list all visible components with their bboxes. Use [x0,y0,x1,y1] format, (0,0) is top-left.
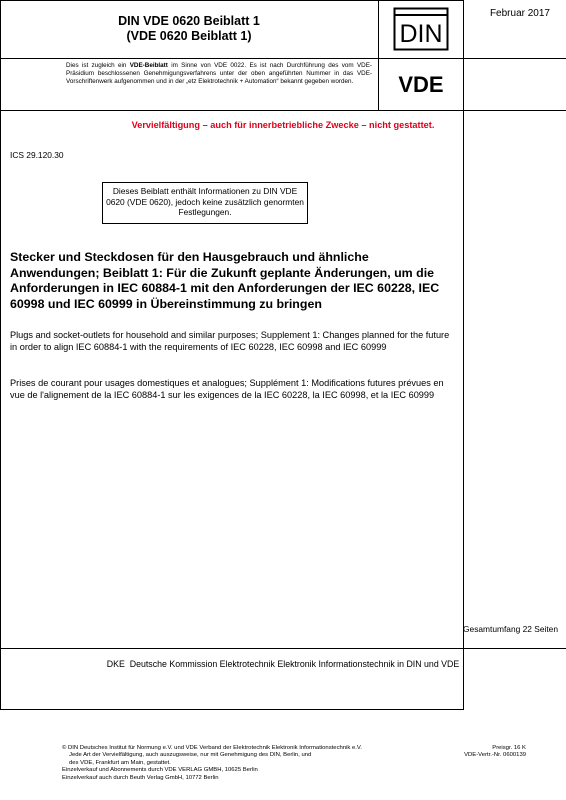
copy-warning: Vervielfältigung – auch für innerbetriebliche Zwecke – nicht gestattet. [131,120,435,130]
footer-price [464,745,526,760]
din-logo-icon [393,7,449,51]
vde-note-bold: VDE-Beiblatt [129,62,168,69]
info-box: Dieses Beiblatt enthält Informationen zu DIN VDE 0620 (VDE 0620), jedoch keine zusätzlich genormten Festlegungen. [102,182,308,224]
publication-date: Februar 2017 [489,8,550,19]
order-number: VDE-Vertr.-Nr. 0600139 [464,752,526,759]
vde-note-rest: im Sinne von VDE 0022. Es ist nach Durchführung des vom VDE-Präsidium beschlossenen Genehmigungsverfahrens unter der oben angeführten Nummer in das VDE-Vorschriftenwerk aufgenommen und in der „etz Elektrotechnik + Automation“ bekannt gegeben worden. [66,62,372,85]
footer-copyright: © DIN Deutsches Institut für Normung e.V. und VDE Verband der Elektrotechnik Elektronik Informationstechnik e.V. [62,745,362,751]
divider [0,110,566,111]
document-title [0,0,378,58]
title-english: Plugs and socket-outlets for household and similar purposes; Supplement 1: Changes planned for the future in order to align IEC 60884-1 with the requirements of IEC 60228, IEC 60998 and IEC 60999 [10,330,450,352]
page-count: Gesamtumfang 22 Seiten [463,624,558,634]
title-german: Stecker und Steckdosen für den Hausgebrauch und ähnliche Anwendungen; Beiblatt 1: Für die Zukunft geplante Änderungen, um die Anforderungen in IEC 60884-1 mit den Anforderungen der IEC 60228, IEC 60998 und IEC 60999 in Übereinstimmung zu bringen [10,250,440,311]
din-logo-text: DIN [399,20,443,48]
footer-legal [62,745,422,782]
footer-sales: Einzelverkauf auch durch Beuth Verlag GmbH, 10772 Berlin [62,774,219,781]
footer-sales: Einzelverkauf und Abonnements durch VDE VERLAG GMBH, 10625 Berlin [62,767,258,774]
divider [0,648,566,649]
dke-abbr: DKE [106,659,125,669]
vde-logo-icon [389,72,453,96]
vde-logo [378,58,464,110]
footer-copyright-cont: des VDE, Frankfurt am Main, gestattet. [69,759,171,766]
vde-note-prefix: Dies ist zugleich ein [66,62,130,69]
document-number-vde: (VDE 0620 Beiblatt 1) [126,29,252,43]
document-number: DIN VDE 0620 Beiblatt 1 [118,14,260,28]
title-french: Prises de courant pour usages domestiques et analogues; Supplément 1: Modifications futures prévues en vue de l'alignement de la IEC 60884-1 sur les exigences de la IEC 60228, la IEC 60998, et la IEC 60999 [10,378,444,400]
footer-copyright-cont: Jede Art der Vervielfältigung, auch auszugsweise, nur mit Genehmigung des DIN, Berlin, und [69,752,312,759]
dke-name: Deutsche Kommission Elektrotechnik Elektronik Informationstechnik in DIN und VDE [129,659,460,669]
dke-line [0,659,566,669]
din-logo [378,0,464,58]
vde-logo-text: VDE [398,72,444,96]
ics-code: ICS 29.120.30 [10,150,64,160]
price-group: Preisgr. 16 K [492,745,526,751]
vde-note [66,62,372,86]
divider [0,58,566,59]
